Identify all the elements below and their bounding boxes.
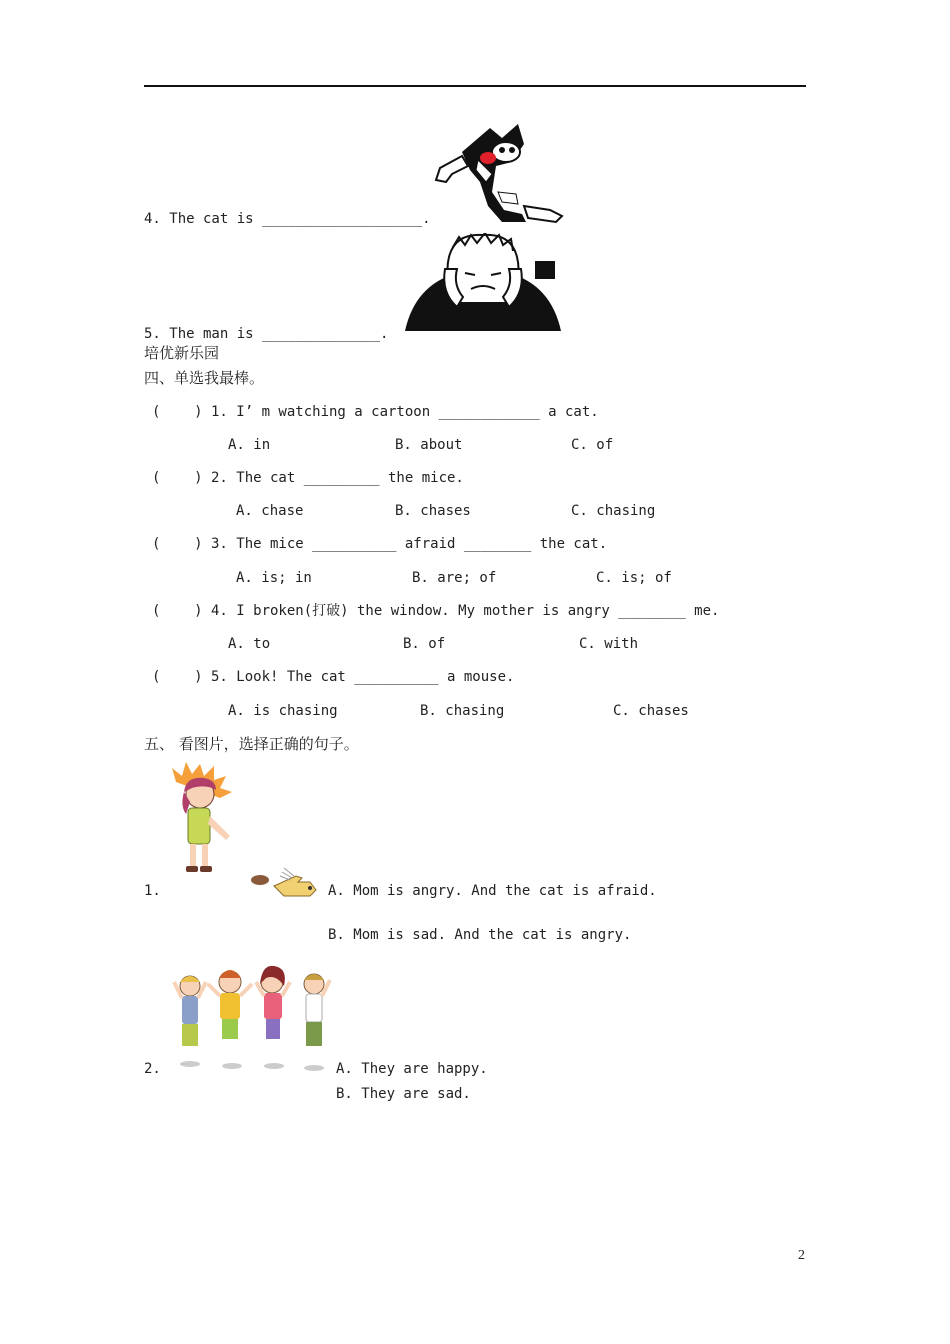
question-2-option-a: A. chase <box>236 503 304 519</box>
section-title-peiyou: 培优新乐园 <box>144 344 220 362</box>
question-3-option-a: A. is; in <box>236 570 312 586</box>
question-4-stem: ( ) 4. I broken(打破) the window. My mother is angry ________ me. <box>152 603 720 619</box>
question-1-option-c: C. of <box>571 437 614 453</box>
scared-cat-image <box>250 866 320 900</box>
section-5-item-1-num: 1. <box>144 883 161 899</box>
section-5-item-2-num: 2. <box>144 1061 161 1077</box>
question-2-stem: ( ) 2. The cat _________ the mice. <box>152 470 464 486</box>
question-4-option-c: C. with <box>579 636 639 652</box>
question-4-option-b: B. of <box>403 636 446 652</box>
fill-in-q4: 4. The cat is ___________________. <box>144 211 431 227</box>
section-5-item-1-option-b: B. Mom is sad. And the cat is angry. <box>328 927 632 943</box>
question-3-option-c: C. is; of <box>596 570 672 586</box>
header-rule <box>144 85 806 87</box>
question-5-option-a: A. is chasing <box>228 703 338 719</box>
question-3-stem: ( ) 3. The mice __________ afraid ________ the cat. <box>152 536 608 552</box>
section-5-title: 五、 看图片，选择正确的句子。 <box>144 735 359 753</box>
happy-kids-image <box>170 960 334 1072</box>
question-1-stem: ( ) 1. I’ m watching a cartoon ____________ a cat. <box>152 404 599 420</box>
page-number: 2 <box>798 1248 805 1263</box>
cartoon-cat-image <box>432 122 568 226</box>
section-5-item-2-option-b: B. They are sad. <box>336 1086 471 1102</box>
question-1-option-b: B. about <box>395 437 463 453</box>
question-5-option-c: C. chases <box>613 703 689 719</box>
section-5-item-1-option-a: A. Mom is angry. And the cat is afraid. <box>328 883 657 899</box>
fill-in-q5: 5. The man is ______________. <box>144 326 389 342</box>
question-5-stem: ( ) 5. Look! The cat __________ a mouse. <box>152 669 515 685</box>
question-2-option-c: C. chasing <box>571 503 656 519</box>
angry-mom-image <box>166 762 236 874</box>
question-2-option-b: B. chases <box>395 503 471 519</box>
section-4-title: 四、单选我最棒。 <box>144 369 265 387</box>
question-3-option-b: B. are; of <box>412 570 497 586</box>
frustrated-man-image <box>405 233 561 331</box>
question-4-option-a: A. to <box>228 636 271 652</box>
section-5-item-2-option-a: A. They are happy. <box>336 1061 488 1077</box>
question-1-option-a: A. in <box>228 437 271 453</box>
question-5-option-b: B. chasing <box>420 703 505 719</box>
